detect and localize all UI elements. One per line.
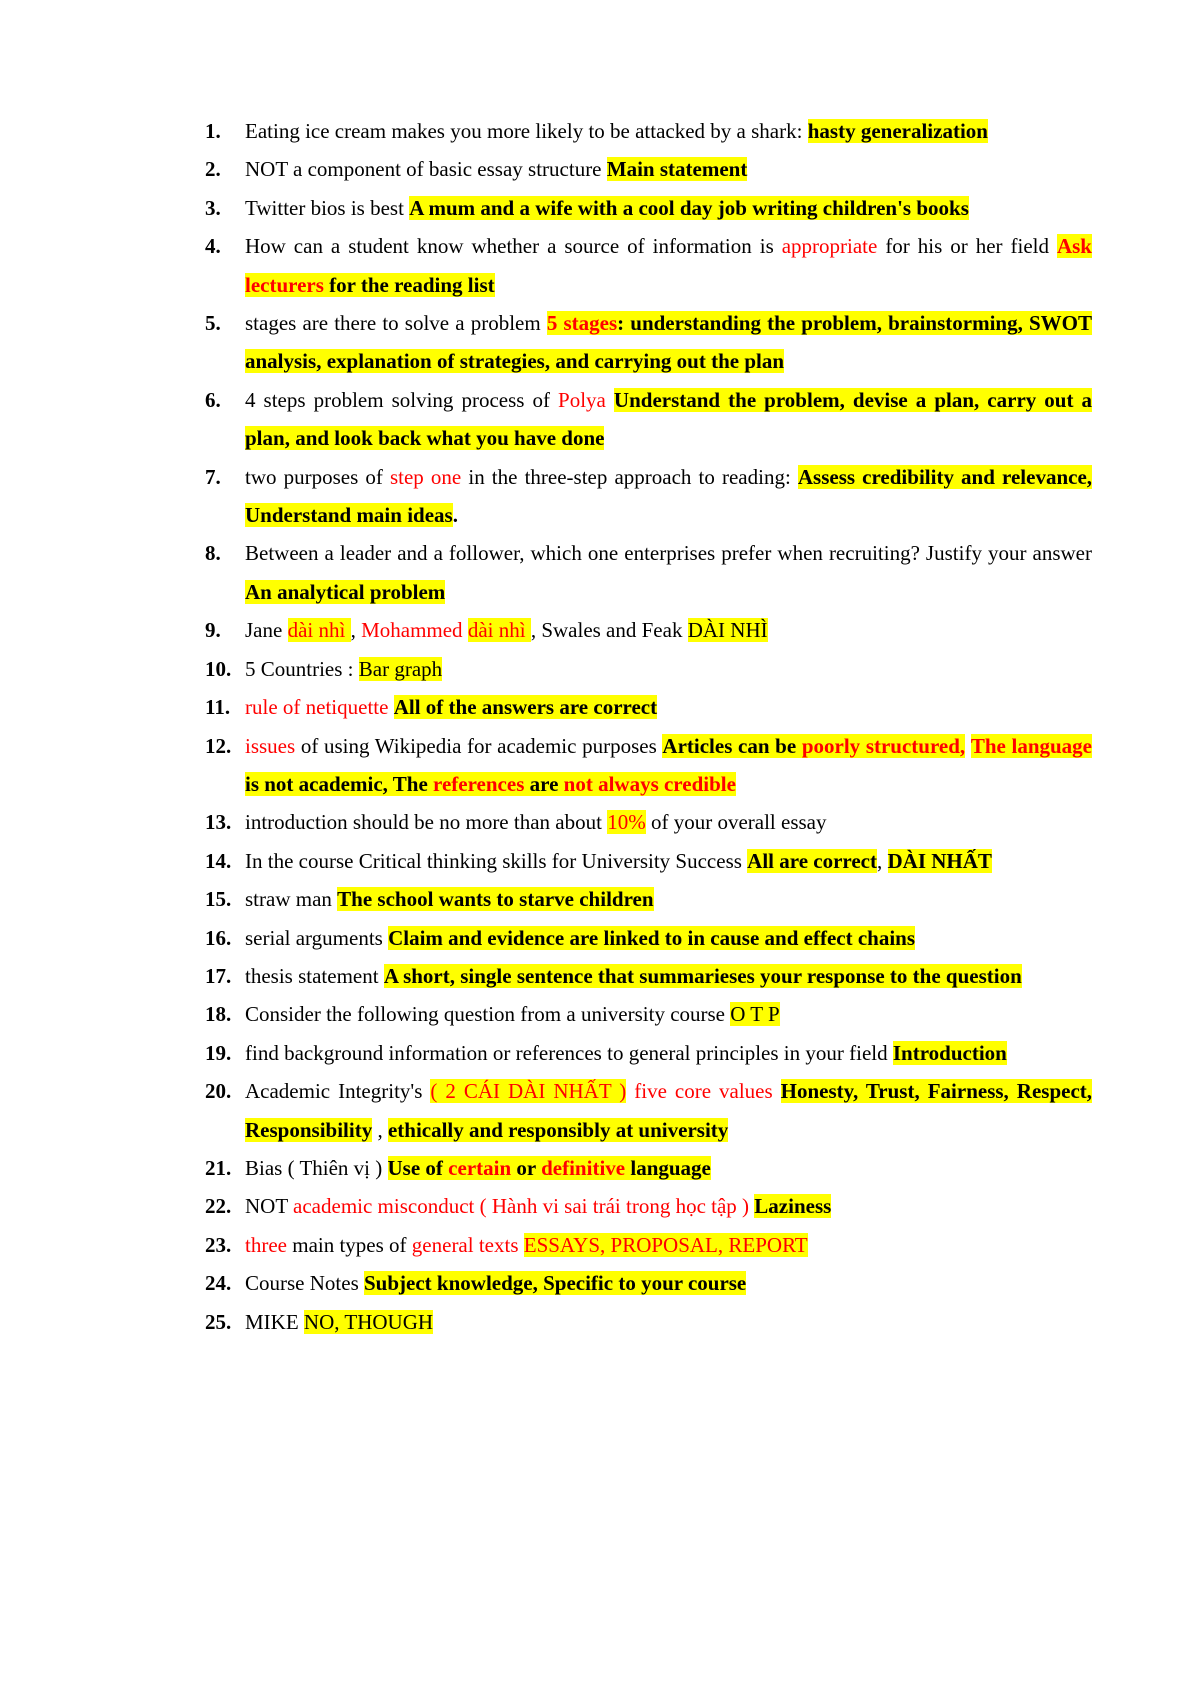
question-text: Bias ( Thiên vị ): [245, 1155, 388, 1180]
list-item: [205, 1226, 1092, 1264]
question-text: stages are there to solve a problem: [245, 311, 547, 336]
answer-highlight: dài nhì: [467, 618, 531, 643]
question-text: Eating ice cream makes you more likely to be attacked by a shark:: [245, 119, 808, 143]
answer-highlight: The school wants to starve children: [337, 887, 654, 912]
answer-highlight: Bar graph: [358, 656, 443, 681]
question-text: thesis statement: [245, 963, 384, 988]
question-text: How can a student know whether a source of information is: [245, 234, 782, 259]
list-item: [205, 534, 1092, 611]
list-item: [205, 1149, 1092, 1187]
keyword-text: step one: [389, 464, 462, 489]
list-item: [205, 611, 1092, 649]
question-text: of using Wikipedia for academic purposes: [295, 733, 663, 758]
list-item: [205, 1303, 1092, 1341]
answer-highlight: Honesty, Trust, Fairness, Respect, Responsibility: [245, 1079, 1093, 1142]
answer-highlight: Use of: [387, 1155, 449, 1180]
answer-highlight: references: [433, 771, 525, 796]
list-item: [205, 1034, 1092, 1072]
answer-highlight: Assess credibility and relevance, Understand main ideas: [245, 464, 1093, 528]
question-text: straw man: [245, 887, 338, 912]
item-number: 18.: [205, 1002, 232, 1027]
answer-highlight: Articles can be: [662, 733, 802, 758]
list-item: [205, 381, 1092, 458]
list-item: [205, 727, 1092, 804]
answer-highlight: ethically and responsibly at university: [387, 1117, 729, 1142]
answer-highlight: is not academic, The: [245, 771, 434, 796]
answer-highlight: Ask lecturers: [245, 234, 1092, 297]
answer-highlight: An analytical problem: [245, 579, 446, 604]
question-text: MIKE: [245, 1309, 304, 1334]
answer-highlight: 10%: [607, 810, 646, 835]
item-number: 19.: [205, 1040, 232, 1065]
item-number: 23.: [205, 1232, 232, 1257]
list-item: [205, 304, 1092, 381]
item-number: 3.: [205, 195, 221, 220]
item-number: 11.: [205, 695, 231, 720]
item-number: 17.: [205, 963, 232, 988]
item-number: 2.: [205, 157, 221, 182]
question-text: introduction should be no more than about: [245, 810, 608, 835]
keyword-text: Polya: [558, 387, 606, 412]
answer-highlight: ( 2 CÁI DÀI NHẤT ): [430, 1079, 627, 1104]
question-text: Consider the following question from a university course: [245, 1002, 731, 1027]
answer-highlight: Subject knowledge, Specific to your course: [364, 1271, 747, 1296]
answer-highlight: Claim and evidence are linked to in cause and effect chains: [388, 925, 916, 950]
item-number: 6.: [205, 387, 221, 412]
answer-highlight: DÀI NHẤT: [887, 848, 992, 873]
keyword-text: general texts: [411, 1232, 519, 1257]
answer-highlight: The language: [970, 733, 1092, 758]
item-number: 1.: [205, 119, 221, 143]
answer-highlight: 5 stages: [546, 311, 618, 336]
question-text: ,: [877, 848, 888, 873]
answer-highlight: poorly structured,: [801, 733, 966, 758]
answer-highlight: certain: [448, 1155, 512, 1180]
question-text: in the three-step approach to reading:: [461, 464, 798, 489]
question-text: .: [452, 503, 458, 528]
question-text: Academic Integrity's: [245, 1079, 431, 1104]
answer-highlight: dài nhì: [287, 618, 351, 643]
question-text: [773, 1079, 781, 1103]
question-text: serial arguments: [245, 925, 389, 950]
keyword-text: appropriate: [781, 234, 878, 259]
question-text: main types of: [286, 1232, 412, 1257]
item-number: 10.: [205, 656, 232, 681]
answer-highlight: not always credible: [563, 771, 736, 796]
item-number: 25.: [205, 1309, 232, 1334]
list-item: [205, 458, 1092, 535]
item-number: 9.: [205, 618, 221, 643]
item-number: 14.: [205, 848, 232, 873]
list-item: [205, 995, 1092, 1033]
item-number: 20.: [205, 1079, 232, 1104]
answer-highlight: DÀI NHÌ: [687, 618, 768, 643]
answer-highlight: are: [524, 771, 564, 796]
answer-highlight: language: [625, 1155, 711, 1180]
list-item: [205, 189, 1092, 227]
list-item: [205, 957, 1092, 995]
answer-highlight: Understand the problem, devise a plan, carry out a plan, and look back what you have done: [245, 387, 1093, 451]
question-text: [388, 695, 393, 719]
question-text: find background information or references to general principles in your field: [245, 1040, 893, 1065]
question-text: Twitter bios is best: [245, 195, 410, 220]
keyword-text: Mohammed: [361, 618, 468, 643]
answer-highlight: Main statement: [606, 157, 748, 182]
item-number: 5.: [205, 311, 221, 336]
answer-highlight: A short, single sentence that summarieses your response to the question: [383, 963, 1022, 988]
answer-highlight: ESSAYS, PROPOSAL, REPORT: [523, 1232, 808, 1257]
item-number: 7.: [205, 464, 221, 489]
list-item: [205, 688, 1092, 726]
item-number: 21.: [205, 1155, 232, 1180]
answer-highlight: or: [511, 1155, 542, 1180]
answer-highlight: All are correct: [747, 848, 877, 873]
question-text: Course Notes: [245, 1271, 364, 1296]
question-text: In the course Critical thinking skills for University Success: [245, 848, 748, 873]
question-text: for his or her field: [877, 234, 1057, 259]
list-item: [205, 150, 1092, 188]
question-text: two purposes of: [245, 464, 390, 489]
list-item: [205, 112, 1092, 150]
keyword-text: issues: [245, 733, 296, 758]
list-item: [205, 880, 1092, 918]
question-text: [519, 1233, 524, 1257]
answer-highlight: Laziness: [754, 1194, 832, 1219]
answer-highlight: O T P: [730, 1002, 780, 1027]
item-number: 22.: [205, 1194, 232, 1219]
answer-highlight: A mum and a wife with a cool day job writing children's books: [409, 195, 969, 220]
list-item: [205, 803, 1092, 841]
item-number: 24.: [205, 1271, 232, 1296]
answer-highlight: hasty generalization: [807, 119, 988, 143]
item-number: 16.: [205, 925, 232, 950]
answer-highlight: NO, THOUGH: [303, 1309, 434, 1334]
answer-highlight: Introduction: [892, 1040, 1007, 1065]
item-number: 15.: [205, 887, 232, 912]
list-item: [205, 919, 1092, 957]
question-text: NOT: [245, 1194, 294, 1219]
question-text: Between a leader and a follower, which one enterprises prefer when recruiting? Justify your answer: [245, 541, 1092, 566]
list-item: [205, 1072, 1092, 1149]
answer-highlight: All of the answers are correct: [393, 695, 658, 720]
list-item: [205, 650, 1092, 688]
list-item: [205, 1187, 1092, 1225]
question-text: of your overall essay: [645, 810, 827, 835]
list-item: [205, 227, 1092, 304]
question-text: ,: [372, 1117, 388, 1142]
list-item: [205, 842, 1092, 880]
keyword-text: academic misconduct ( Hành vi sai trái trong học tập ): [293, 1194, 750, 1219]
question-text: [965, 734, 971, 758]
question-text: 5 Countries :: [245, 656, 359, 681]
keyword-text: rule of netiquette: [245, 695, 389, 720]
item-number: 4.: [205, 234, 221, 259]
answer-highlight: definitive: [541, 1155, 626, 1180]
question-text: [606, 388, 614, 412]
question-text: 4 steps problem solving process of: [245, 387, 559, 412]
question-text: ,: [350, 618, 362, 643]
answer-list: [205, 112, 1092, 1341]
answer-highlight: for the reading list: [323, 272, 495, 297]
question-text: Jane: [245, 618, 288, 643]
item-number: 13.: [205, 810, 232, 835]
list-item: [205, 1264, 1092, 1302]
item-number: 12.: [205, 733, 232, 758]
keyword-text: five core values: [626, 1079, 773, 1104]
item-number: 8.: [205, 541, 221, 566]
question-text: , Swales and Feak: [530, 618, 688, 643]
answer-highlight: : understanding the problem, brainstorming, SWOT analysis, explanation of strategies, and carrying out the plan: [245, 311, 1092, 374]
question-text: NOT a component of basic essay structure: [245, 157, 607, 182]
keyword-text: three: [245, 1232, 287, 1257]
